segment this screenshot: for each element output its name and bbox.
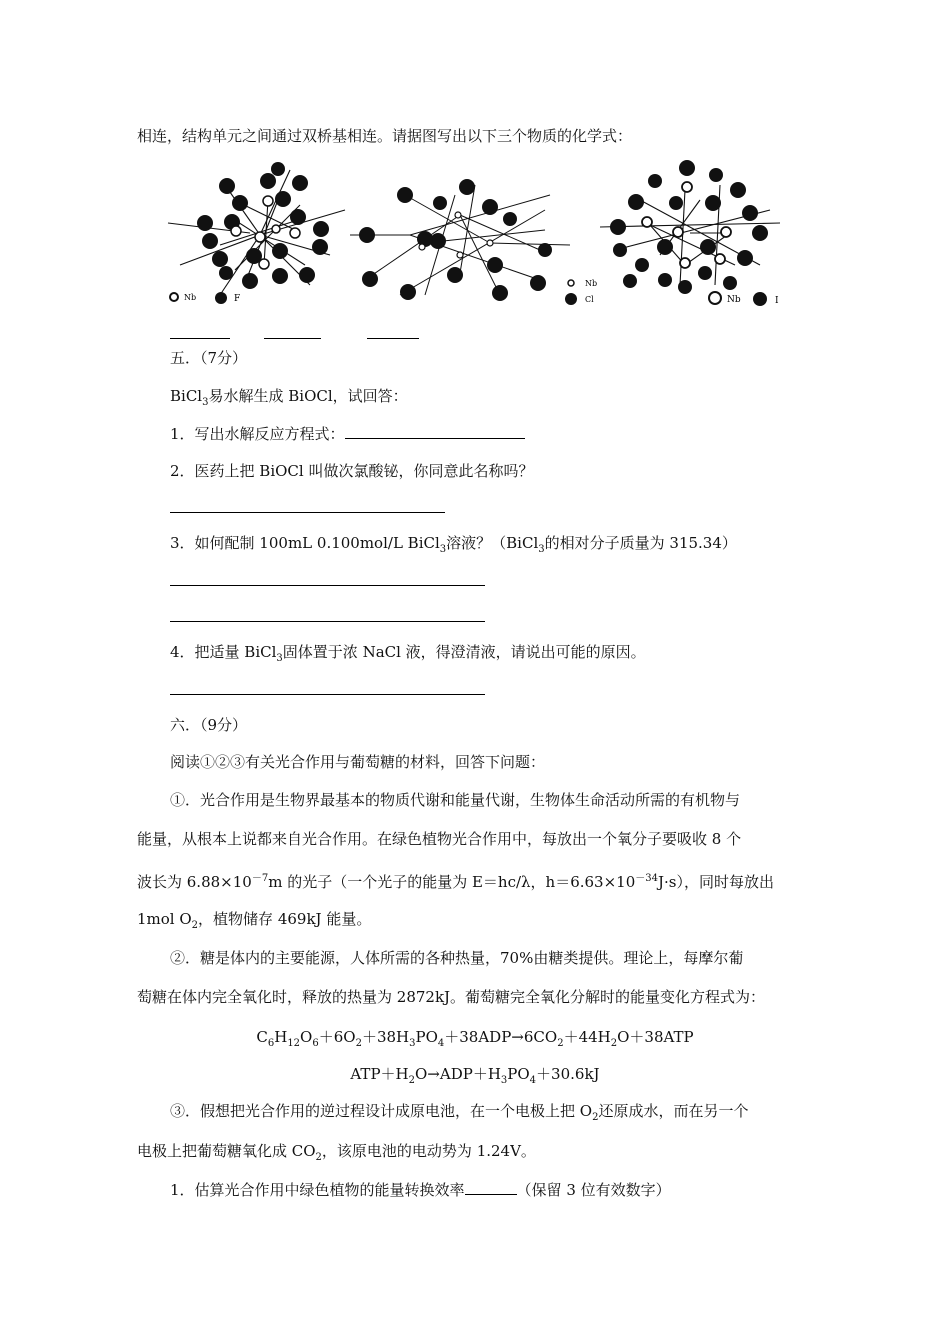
legend3-filled-swatch	[753, 292, 767, 306]
legend2-open-label: Nb	[585, 279, 598, 288]
legend1-filled-swatch	[215, 292, 227, 304]
answer-line-5-3a[interactable]	[170, 585, 485, 586]
answer-blank-2[interactable]	[264, 338, 321, 339]
equation-atp-hydrolysis: $ATP+H_2O\to ADP+H_3PO_4+30.6kJ$	[350, 1065, 600, 1086]
material3-line1: ③．假想把光合作用的逆过程设计成原电池，在一个电极上把 $O_2$还原成水，而在另一个	[170, 1102, 749, 1123]
legend2-filled-label: Cl	[585, 295, 594, 304]
legend3-open-swatch	[709, 292, 721, 304]
section5-intro: BiCl$_3$易水解生成 BiOCl，试回答：	[170, 387, 408, 408]
cluster-figure	[160, 155, 800, 315]
answer-blank-6-1[interactable]	[465, 1180, 517, 1195]
question6-1: 1．估算光合作用中绿色植物的能量转换效率 （保留 3 位有效数字）	[170, 1181, 671, 1199]
answer-blank-5-1[interactable]	[345, 424, 525, 439]
material1-line4: 1mol $O_2$，植物储存 469kJ 能量。	[137, 910, 372, 931]
equation-glucose-oxidation: $C_6H_{12}O_6+6O_2+38H_3PO_4+38ADP\to 6CO_2+44H_2O+38ATP$	[256, 1028, 694, 1049]
material1-line2: 能量，从根本上说都来自光合作用。在绿色植物光合作用中，每放出一个氧分子要吸收 8 个	[137, 830, 742, 848]
material1-line3: 波长为 $6.88\times 10^{-7}m$ 的光子（一个光子的能量为 E＝hc/λ，$h=6.63\times 10^{-34}J\cdot s$），同时每放出	[137, 873, 774, 891]
answer-line-5-4[interactable]	[170, 694, 485, 695]
answer-blank-1[interactable]	[170, 338, 230, 339]
material2-line2: 萄糖在体内完全氧化时，释放的热量为 2872kJ。葡萄糖完全氧化分解时的能量变化方程式为：	[137, 988, 766, 1006]
material3-line2: 电极上把葡萄糖氧化成 $CO_2$，该原电池的电动势为 1.24V。	[137, 1142, 536, 1163]
legend1-open-label: Nb	[184, 293, 197, 302]
material2-line1: ②．糖是体内的主要能源，人体所需的各种热量，70%由糖类提供。理论上，每摩尔葡	[170, 949, 744, 967]
answer-blank-3[interactable]	[367, 338, 419, 339]
question5-4: 4．把适量 BiCl$_3$固体置于浓 NaCl 液，得澄清液，请说出可能的原因。	[170, 643, 646, 664]
question5-3: 3．如何配制 100mL 0.100mol/L BiCl$_3$溶液？（BiCl$_3$的相对分子质量为 315.34）	[170, 534, 737, 555]
answer-line-5-2[interactable]	[170, 512, 445, 513]
legend2-filled-swatch	[565, 293, 577, 305]
cluster-nbf-atoms	[197, 162, 329, 289]
legend3-open-label: Nb	[727, 295, 741, 305]
legend1-open-swatch	[170, 293, 178, 301]
question5-1: 1．写出水解反应方程式：	[170, 424, 525, 444]
section6-heading: 六．（9分）	[170, 716, 248, 734]
material1-line1: ①．光合作用是生物界最基本的物质代谢和能量代谢，生物体生命活动所需的有机物与	[170, 791, 741, 809]
legend1-filled-label: F	[234, 294, 241, 304]
answer-line-5-3b[interactable]	[170, 621, 485, 622]
question5-2: 2．医药上把 BiOCl 叫做次氯酸铋，你同意此名称吗？	[170, 462, 534, 480]
intro-text: 相连，结构单元之间通过双桥基相连。请据图写出以下三个物质的化学式：	[137, 127, 633, 145]
legend2-open-swatch	[568, 280, 574, 286]
section6-intro: 阅读①②③有关光合作用与葡萄糖的材料，回答下问题：	[170, 753, 546, 771]
legend3-filled-label: I	[775, 296, 779, 306]
section5-heading: 五．（7分）	[170, 349, 248, 367]
